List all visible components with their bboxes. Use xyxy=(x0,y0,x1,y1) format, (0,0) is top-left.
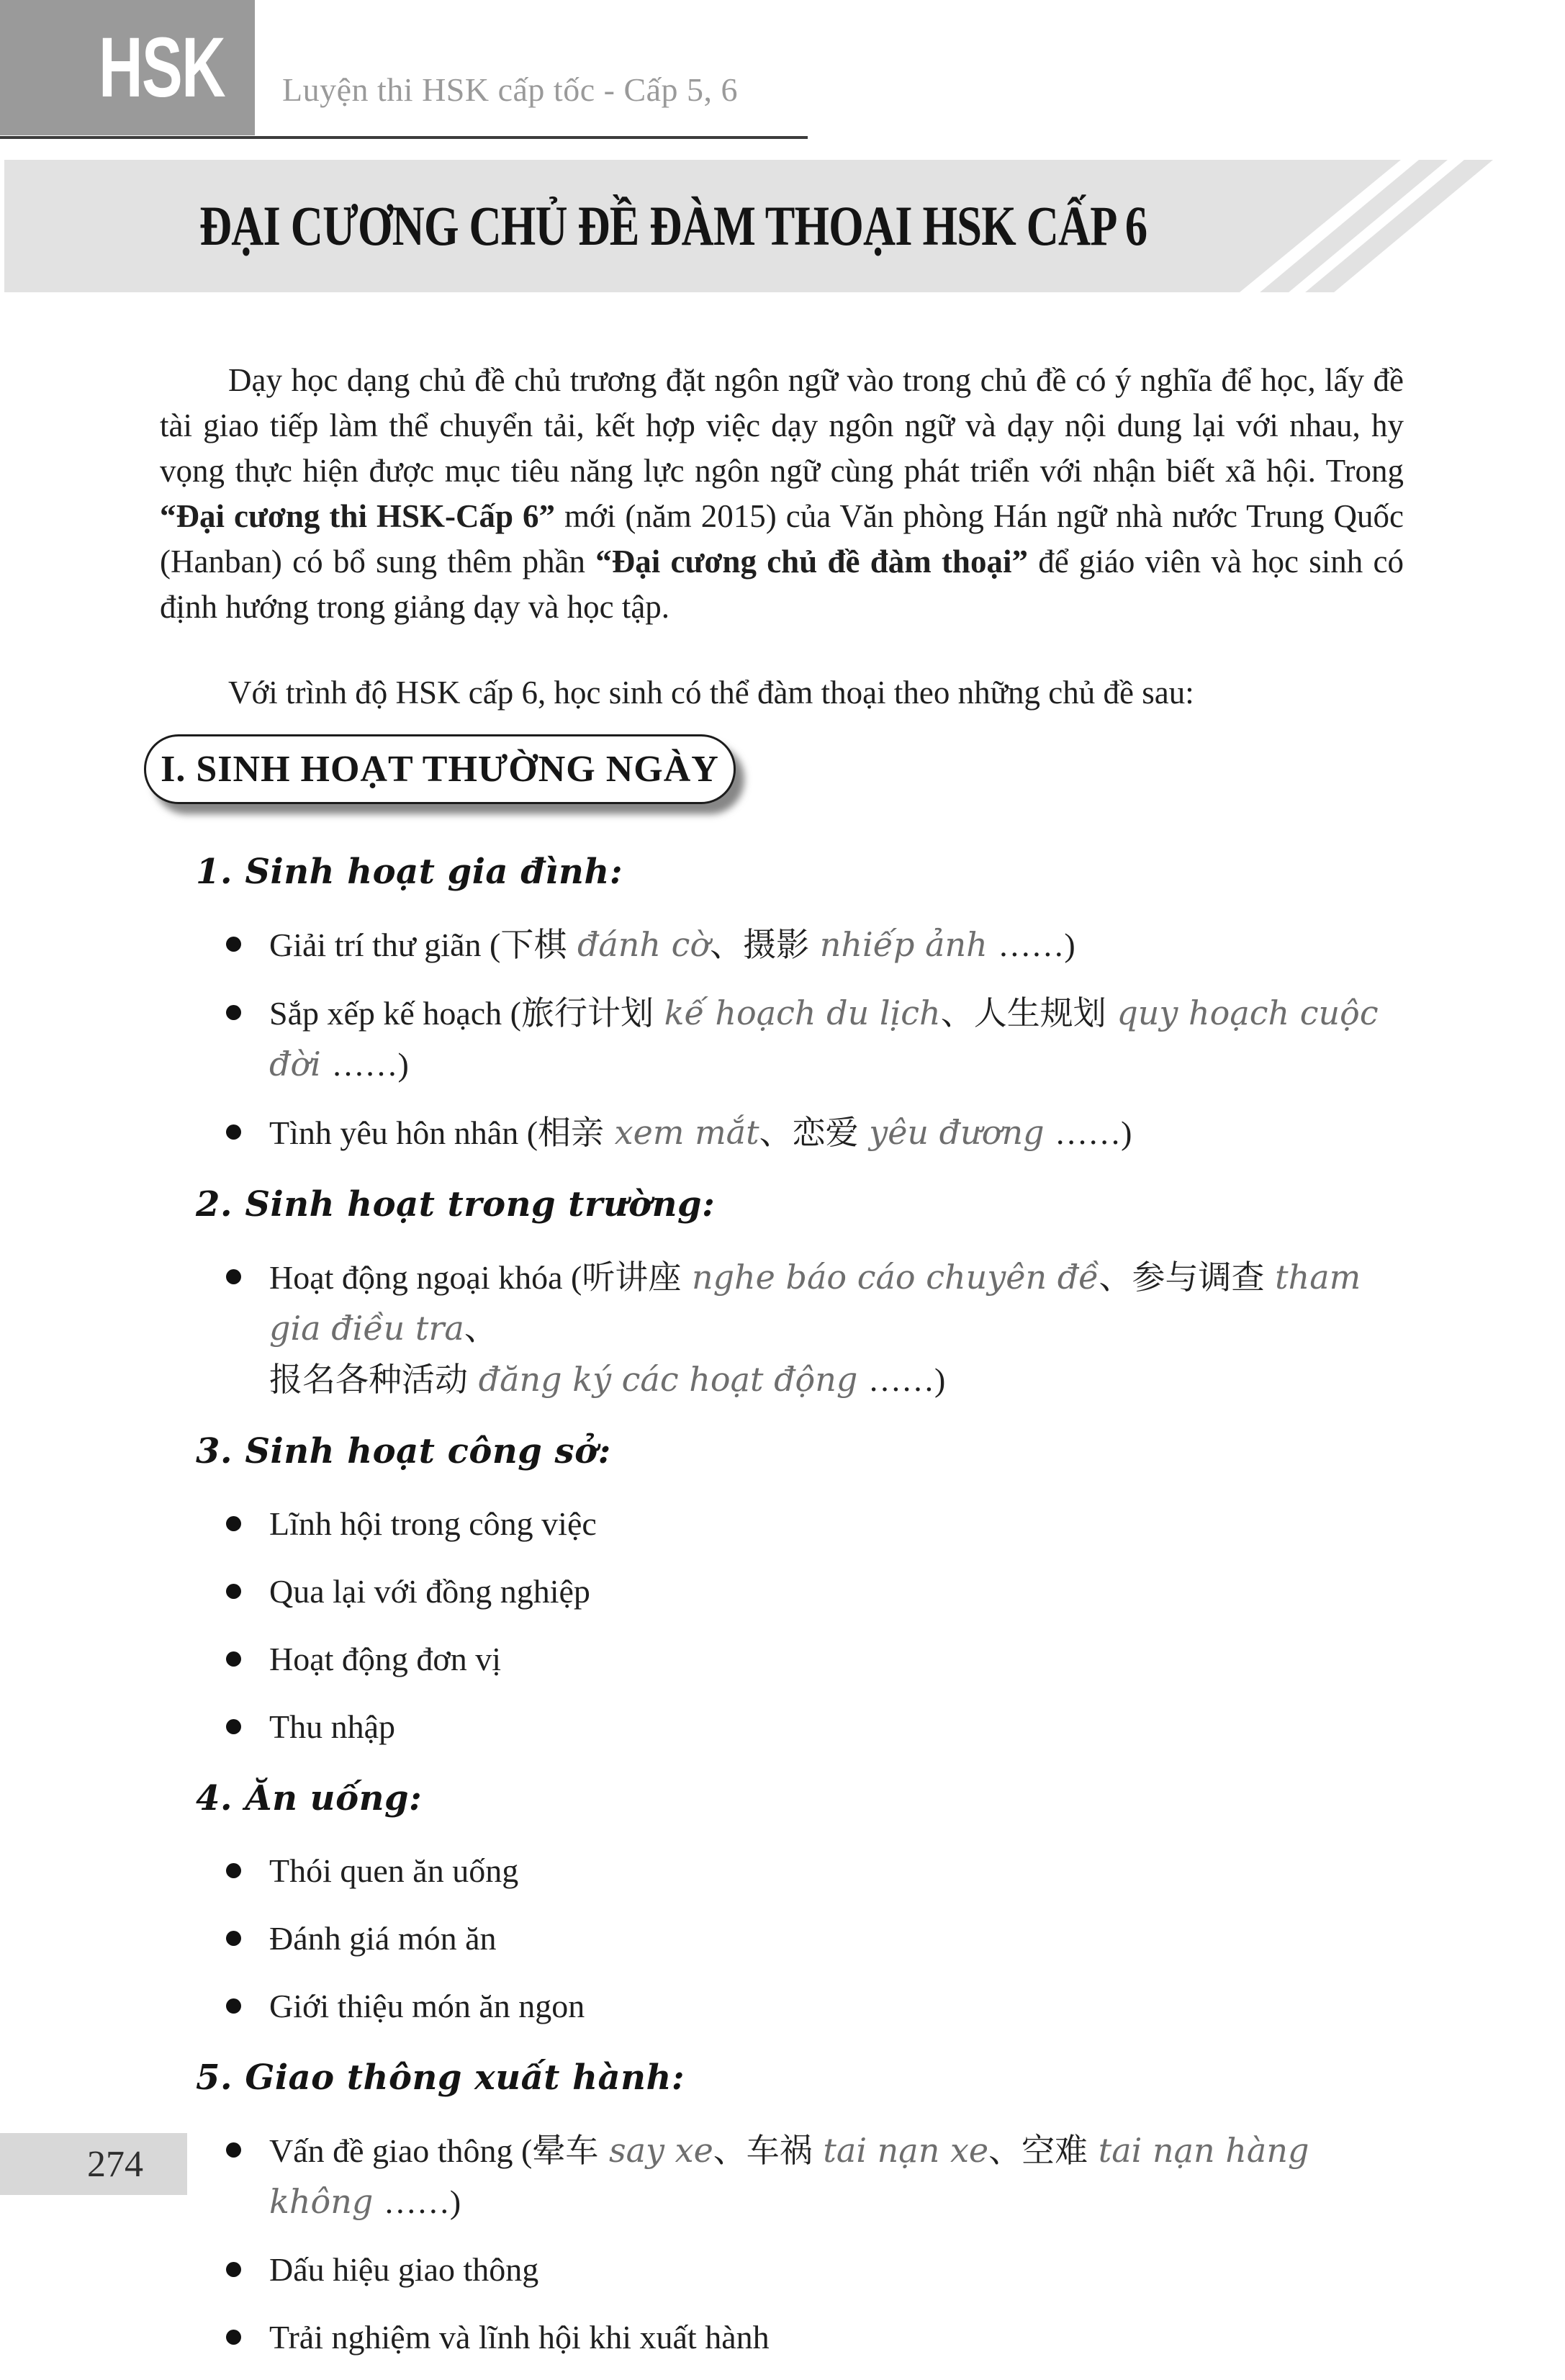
list-item xyxy=(160,2125,1404,2227)
topic-heading: 5. Giao thông xuất hành: xyxy=(196,2057,685,2098)
text-segment: đăng ký các hoạt động xyxy=(478,1360,868,1399)
list-item xyxy=(160,2312,1404,2363)
item-text xyxy=(269,1852,518,1889)
item-text xyxy=(269,1573,590,1610)
text-segment: ……) xyxy=(1055,1114,1132,1151)
text-segment: 、 xyxy=(710,927,744,963)
list-item xyxy=(160,1499,1404,1549)
content-column xyxy=(160,358,1404,2380)
text-segment: 空难 xyxy=(1021,2131,1099,2170)
text-segment: để giáo viên và học sinh có định hướng trong giảng dạy và học tập. xyxy=(160,544,1404,625)
section-pill xyxy=(144,734,736,804)
text-segment: tai nạn xe xyxy=(823,2131,989,2170)
list-item xyxy=(160,2245,1404,2295)
text-segment: Dạy học dạng chủ đề chủ trương đặt ngôn ngữ vào trong chủ đề có ý nghĩa để học, lấy đề tài giao tiếp làm thể chuyển tải, kết hợp việc dạy ngôn ngữ và dạy nội dung lại với nhau, hy vọng thực hiện được mục tiêu năng lực ngôn ngữ cùng phát triển với nhận biết xã hội. Trong xyxy=(160,362,1404,489)
text-segment: ……) xyxy=(867,1361,946,1398)
text-segment: 车祸 xyxy=(746,2131,824,2170)
topic-section xyxy=(160,850,1404,1158)
bullet-dot-icon xyxy=(226,1269,241,1284)
hsk-logo: HSK xyxy=(98,20,225,115)
item-text xyxy=(269,927,1075,963)
item-text xyxy=(269,1259,1361,1398)
text-segment: Tình yêu hôn nhân ( xyxy=(269,1114,538,1151)
text-segment: 、 xyxy=(940,995,974,1032)
text-segment: Thói quen ăn uống xyxy=(269,1852,519,1889)
bullet-dot-icon xyxy=(226,1931,241,1946)
list-item xyxy=(160,919,1404,970)
item-text xyxy=(269,2251,538,2288)
text-segment: tham gia điều tra xyxy=(269,1258,1361,1348)
topic-heading: 4. Ăn uống: xyxy=(196,1778,423,1818)
page-number-box xyxy=(0,2133,187,2195)
text-segment: 报名各种活动 xyxy=(269,1360,479,1399)
text-segment: 人生规划 xyxy=(973,993,1117,1032)
item-text xyxy=(269,1641,501,1677)
topic-list xyxy=(160,1846,1404,2032)
intro-paragraph xyxy=(160,358,1404,630)
page-number: 274 xyxy=(87,2143,143,2185)
item-text xyxy=(269,1708,395,1745)
item-text xyxy=(269,2132,1309,2220)
text-segment: Giới thiệu món ăn ngon xyxy=(269,1988,585,2024)
text-segment: 恋爱 xyxy=(792,1113,870,1152)
list-item xyxy=(160,1981,1404,2032)
text-segment: Sắp xếp kế hoạch ( xyxy=(269,995,521,1032)
list-item xyxy=(160,1107,1404,1158)
text-segment: 、 xyxy=(464,1310,497,1347)
list-item xyxy=(160,1567,1404,1617)
list-item xyxy=(160,1914,1404,1964)
text-segment: 听讲座 xyxy=(582,1258,692,1297)
bullet-dot-icon xyxy=(226,2142,241,2158)
text-segment: ……) xyxy=(331,1046,409,1083)
text-segment: 参与调查 xyxy=(1132,1258,1276,1297)
text-segment: quy hoạch cuộc đời xyxy=(269,993,1379,1083)
text-segment: 、 xyxy=(988,2132,1022,2169)
item-text xyxy=(269,1920,497,1957)
text-segment: mới (năm 2015) của Văn phòng Hán ngữ nhà nước Trung Quốc (Hanban) có bổ sung thêm phần xyxy=(160,498,1404,580)
text-segment: 、 xyxy=(713,2132,747,2169)
topic-list xyxy=(160,919,1404,1158)
bullet-dot-icon xyxy=(226,1863,241,1878)
list-item xyxy=(160,988,1404,1090)
topic-list xyxy=(160,1252,1404,1405)
list-item xyxy=(160,1846,1404,1896)
text-segment: Qua lại với đồng nghiệp xyxy=(269,1573,590,1610)
header-rule xyxy=(0,136,808,139)
text-segment: tai nạn hàng không xyxy=(269,2131,1309,2221)
bullet-dot-icon xyxy=(226,1516,241,1531)
topic-list xyxy=(160,1499,1404,1752)
text-segment: Dấu hiệu giao thông xyxy=(269,2251,539,2288)
text-segment: ……) xyxy=(383,2183,461,2220)
title-banner xyxy=(4,160,1502,292)
bullet-dot-icon xyxy=(226,2330,241,2345)
text-segment: Giải trí thư giãn ( xyxy=(269,927,501,963)
intro-paragraph-2: Với trình độ HSK cấp 6, học sinh có thể đàm thoại theo những chủ đề sau: xyxy=(228,675,1194,711)
header-subtitle: Luyện thi HSK cấp tốc - Cấp 5, 6 xyxy=(282,71,739,108)
text-segment: yêu đương xyxy=(869,1113,1055,1152)
text-segment: Thu nhập xyxy=(269,1708,396,1745)
section-pill-label: I. SINH HOẠT THƯỜNG NGÀY xyxy=(161,749,719,790)
bullet-dot-icon xyxy=(226,1651,241,1667)
text-segment: “Đại cương thi HSK-Cấp 6” xyxy=(160,498,556,534)
item-text xyxy=(269,2319,770,2356)
text-segment: Trải nghiệm và lĩnh hội khi xuất hành xyxy=(269,2319,770,2356)
text-segment: Đánh giá món ăn xyxy=(269,1920,497,1957)
text-segment: say xe xyxy=(608,2131,713,2170)
item-text xyxy=(269,1988,585,2024)
topic-list xyxy=(160,2125,1404,2363)
text-segment: ……) xyxy=(998,927,1075,963)
bullet-dot-icon xyxy=(226,1124,241,1140)
hsk-logo-box xyxy=(0,0,255,135)
topic-section xyxy=(160,1183,1404,1405)
bullet-dot-icon xyxy=(226,937,241,952)
text-segment: xem mắt xyxy=(614,1113,759,1152)
text-segment: “Đại cương chủ đề đàm thoại” xyxy=(595,544,1028,580)
text-segment: Hoạt động ngoại khóa ( xyxy=(269,1259,582,1296)
list-item xyxy=(160,1634,1404,1685)
topic-section xyxy=(160,2056,1404,2363)
text-segment: 摄影 xyxy=(743,925,820,964)
item-text xyxy=(269,995,1379,1083)
page-title: ĐẠI CƯƠNG CHỦ ĐỀ ĐÀM THOẠI HSK CẤP 6 xyxy=(199,194,1147,257)
text-segment: nghe báo cáo chuyên đề xyxy=(691,1258,1099,1297)
text-segment: nhiếp ảnh xyxy=(819,925,998,964)
bullet-dot-icon xyxy=(226,1005,241,1020)
bullet-dot-icon xyxy=(226,1584,241,1599)
topic-section xyxy=(160,1777,1404,2032)
topic-heading: 3. Sinh hoạt công sở: xyxy=(196,1431,611,1471)
list-item xyxy=(160,1702,1404,1752)
topic-section xyxy=(160,1430,1404,1752)
text-segment: Lĩnh hội trong công việc xyxy=(269,1505,597,1542)
text-segment: đánh cờ xyxy=(577,925,711,964)
text-segment: 、 xyxy=(1099,1259,1132,1296)
text-segment: kế hoạch du lịch xyxy=(664,993,941,1032)
bullet-dot-icon xyxy=(226,1998,241,2014)
text-segment: Vấn đề giao thông ( xyxy=(269,2132,533,2169)
text-segment: 晕车 xyxy=(532,2131,609,2170)
text-segment: 、 xyxy=(759,1114,793,1151)
topic-heading: 2. Sinh hoạt trong trường: xyxy=(196,1184,716,1225)
bullet-dot-icon xyxy=(226,1719,241,1734)
text-segment: 下棋 xyxy=(500,925,577,964)
item-text xyxy=(269,1505,597,1542)
text-segment: 相亲 xyxy=(538,1113,615,1152)
topic-heading: 1. Sinh hoạt gia đình: xyxy=(196,852,623,892)
topics xyxy=(160,850,1404,2363)
text-segment: Hoạt động đơn vị xyxy=(269,1641,502,1677)
list-item xyxy=(160,1252,1404,1405)
text-segment: 旅行计划 xyxy=(521,993,664,1032)
bullet-dot-icon xyxy=(226,2262,241,2277)
item-text xyxy=(269,1114,1132,1151)
